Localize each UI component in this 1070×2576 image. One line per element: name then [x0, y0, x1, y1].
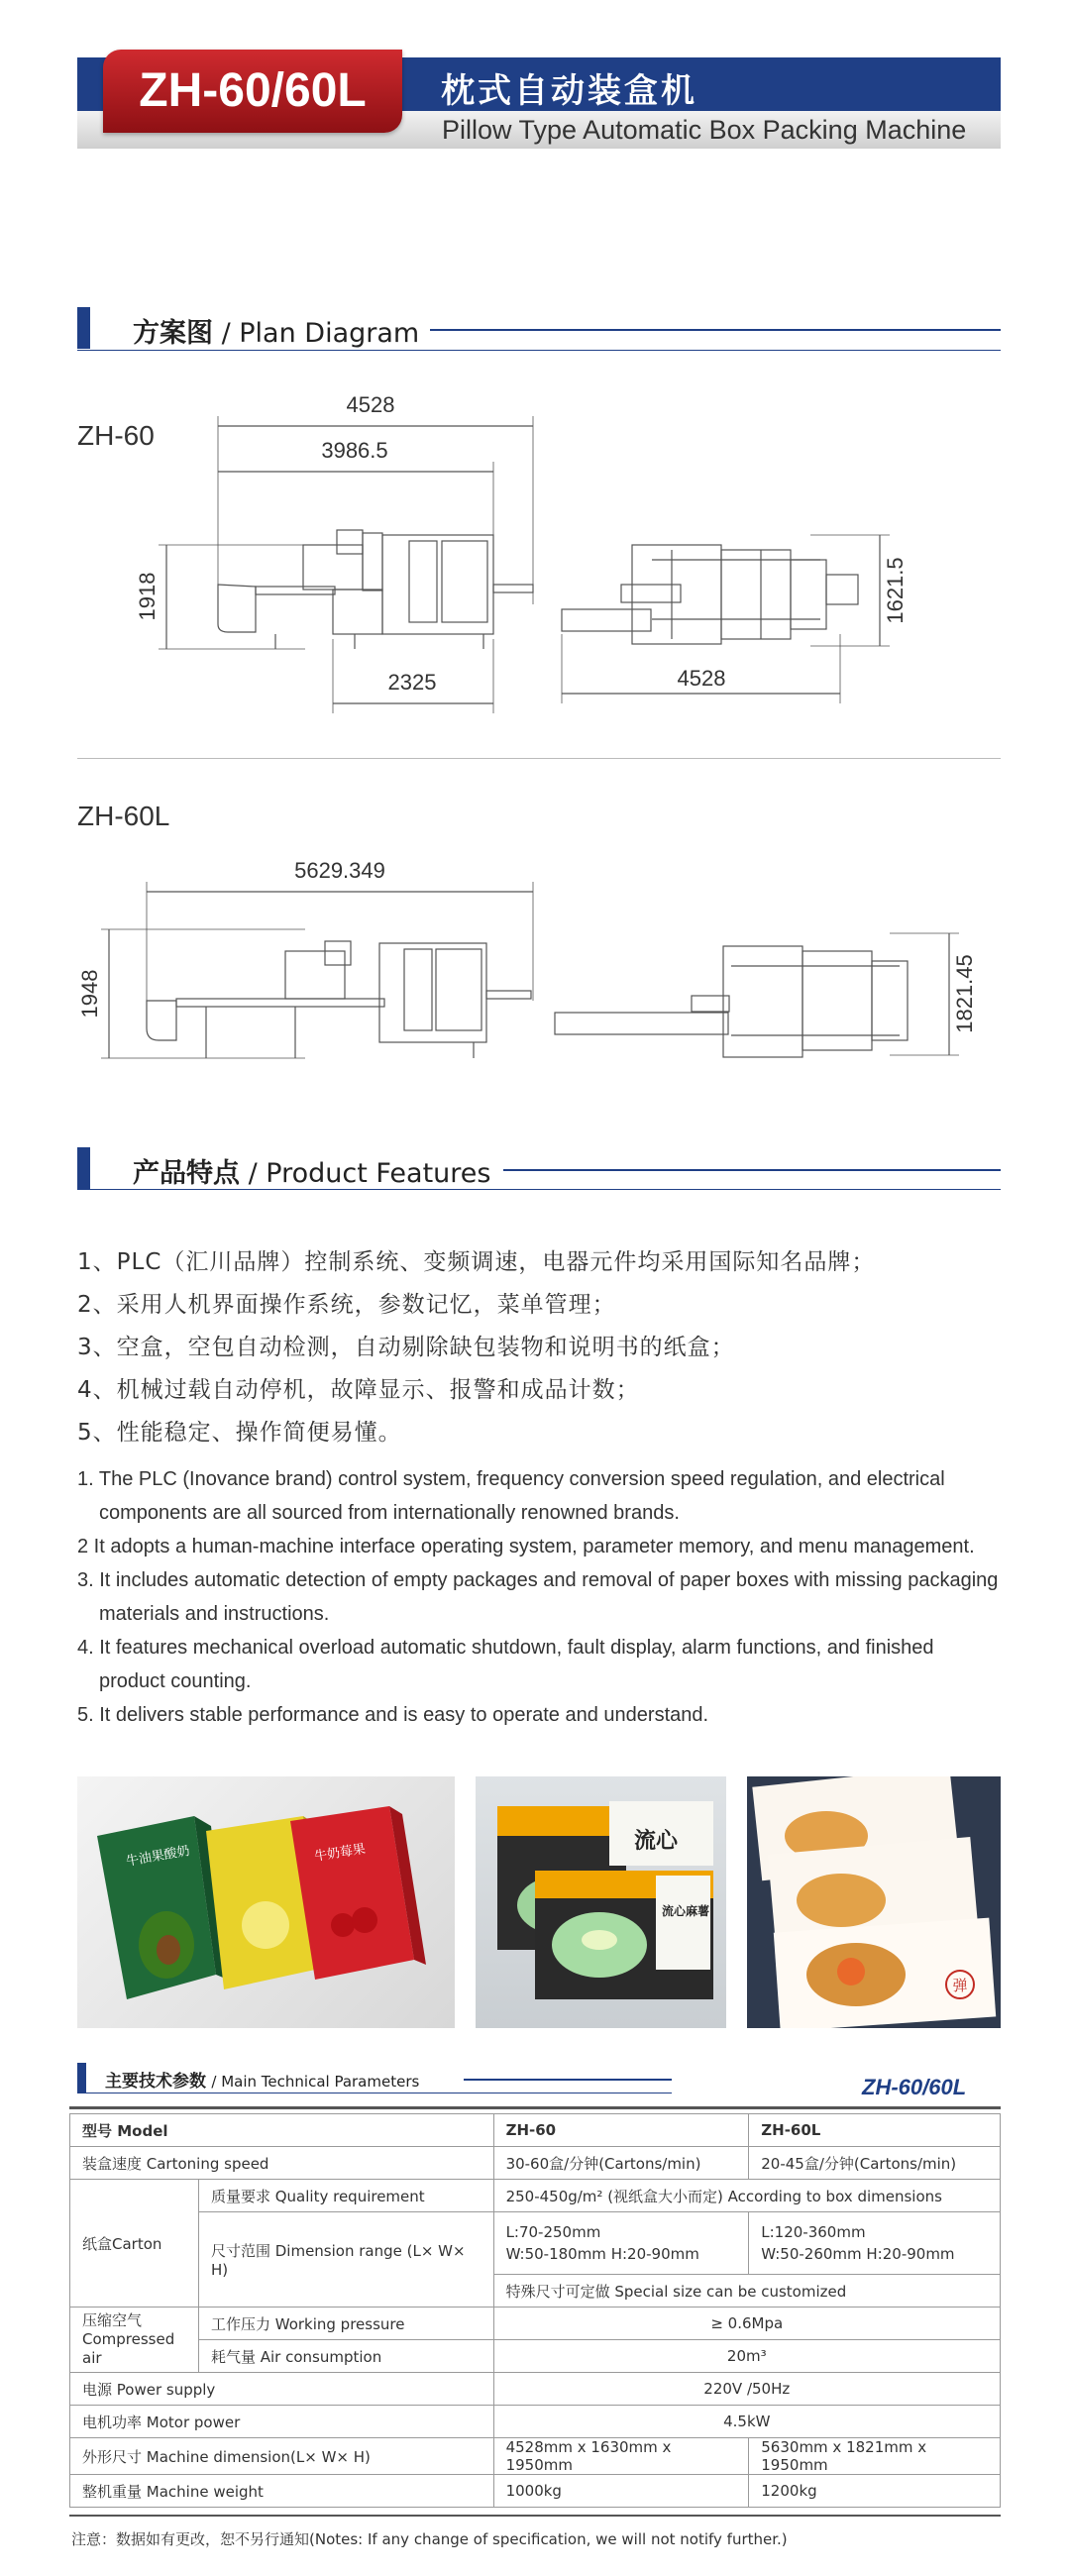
feature-en-3: 3. It includes automatic detection of empty packages and removal of paper boxes with missing packaging materials and instructions.: [77, 1569, 999, 1625]
section-marker: [77, 2063, 86, 2093]
speed-label: 装盒速度 Cartoning speed: [70, 2147, 494, 2180]
dim-top-total: 5629.349: [294, 858, 385, 883]
product-photo-mochi: [476, 1776, 726, 2028]
feature-en-4: 4. It features mechanical overload automatic shutdown, fault display, alarm functions, and finished product counting.: [77, 1637, 934, 1692]
dim-zh60-line2: W:50-180mm H:20-90mm: [505, 2245, 699, 2263]
section-marker: [77, 1147, 90, 1189]
section-marker: [77, 307, 90, 349]
feature-en-1: 1. The PLC (Inovance brand) control system, frequency conversion speed regulation, and electrical components are all sourced from internationally renowned brands.: [77, 1468, 945, 1524]
mochi-label-1: 流心: [634, 1828, 679, 1853]
plan-title-cn: 方案图: [133, 318, 213, 349]
feature-en-2: 2 It adopts a human-machine interface operating system, parameter memory, and menu management.: [77, 1536, 975, 1557]
box3-label: 牛奶莓果: [313, 1841, 367, 1864]
dim-zh60l-line2: W:50-260mm H:20-90mm: [761, 2245, 955, 2263]
features-en-list: [77, 1462, 1004, 1732]
table-row: [70, 2308, 1001, 2340]
feature-cn-4: 4、机械过载自动停机，故障显示、报警和成品计数；: [77, 1377, 640, 1403]
dim-bottom-left: 2325: [387, 670, 437, 695]
motor-value: 4.5kW: [493, 2406, 1000, 2438]
dim-right-height: 1621.5: [883, 557, 908, 624]
dim-left-height: 1918: [135, 572, 160, 621]
section-underline: [77, 1189, 1001, 1190]
dim-left-height: 1948: [77, 969, 102, 1019]
section-rule: [464, 2079, 672, 2081]
table-top-rule: [69, 2106, 1001, 2109]
consumption-label: 耗气量 Air consumption: [198, 2340, 493, 2373]
air-label-en: Compressed air: [82, 2330, 175, 2367]
head-model: 型号 Model: [70, 2114, 494, 2147]
quality-value: 250-450g/m² (视纸盒大小而定) According to box dimensions: [493, 2180, 1000, 2212]
params-model-tag: ZH-60/60L: [862, 2075, 967, 2099]
dim-range-zh60l: [749, 2212, 1001, 2275]
motor-label: 电机功率 Motor power: [70, 2406, 494, 2438]
params-title-cn: 主要技术参数: [105, 2072, 206, 2092]
air-label: [70, 2308, 199, 2373]
tart-seal: 弹: [952, 1978, 968, 1994]
dim-top-total: 4528: [346, 392, 395, 417]
feature-cn-2: 2、采用人机界面操作系统，参数记忆，菜单管理；: [77, 1292, 616, 1318]
title-en: Pillow Type Automatic Box Packing Machine: [442, 115, 967, 145]
weight-zh60l: 1200kg: [749, 2475, 1001, 2508]
carton-label: 纸盒Carton: [70, 2180, 199, 2308]
plan-section-title: [133, 311, 419, 350]
dim-zh60-line1: L:70-250mm: [505, 2223, 601, 2241]
head-zh60l: ZH-60L: [749, 2114, 1001, 2147]
section-rule: [430, 329, 1001, 331]
feature-cn-3: 3、空盒，空包自动检测，自动剔除缺包装物和说明书的纸盒；: [77, 1335, 735, 1360]
box1-label: 牛油果酸奶: [124, 1842, 191, 1869]
features-section-title: [133, 1151, 490, 1190]
table-row: [70, 2114, 1001, 2147]
dim-range-label: 尺寸范围 Dimension range (L× W× H): [198, 2212, 493, 2308]
table-row: [70, 2147, 1001, 2180]
features-title-cn: 产品特点: [133, 1158, 240, 1189]
table-row: [70, 2373, 1001, 2406]
title-cn: 枕式自动装盒机: [441, 71, 697, 111]
machine-dim-zh60: 4528mm x 1630mm x 1950mm: [493, 2438, 749, 2475]
weight-zh60: 1000kg: [493, 2475, 749, 2508]
power-value: 220V /50Hz: [493, 2373, 1000, 2406]
juice-boxes-image: [77, 1776, 455, 2028]
pressure-label: 工作压力 Working pressure: [198, 2308, 493, 2340]
feature-cn-1: 1、PLC（汇川品牌）控制系统、变频调速，电器元件均采用国际知名品牌；: [77, 1249, 876, 1275]
mochi-boxes-image: [476, 1776, 726, 2028]
dim-right-height: 1821.45: [952, 954, 977, 1033]
features-title-en: / Product Features: [248, 1158, 491, 1189]
table-row: [70, 2406, 1001, 2438]
machine-dim-zh60l: 5630mm x 1821mm x 1950mm: [749, 2438, 1001, 2475]
feature-cn-5: 5、性能稳定、操作简便易懂。: [77, 1420, 402, 1446]
weight-label: 整机重量 Machine weight: [70, 2475, 494, 2508]
mochi-label-2: 流心麻薯: [662, 1904, 710, 1918]
speed-zh60: 30-60盒/分钟(Cartons/min): [493, 2147, 749, 2180]
header-banner: [77, 50, 1001, 155]
consumption-value: 20m³: [493, 2340, 1000, 2373]
egg-tart-boxes-image: [747, 1776, 1001, 2028]
table-row: [70, 2438, 1001, 2475]
power-label: 电源 Power supply: [70, 2373, 494, 2406]
footnote: 注意：数据如有更改，恕不另行通知(Notes: If any change of specification, we will not notify further.): [71, 2530, 788, 2548]
zh60-label: ZH-60: [77, 420, 155, 451]
table-row: [70, 2340, 1001, 2373]
section-underline: [77, 350, 1001, 351]
pressure-value: ≥ 0.6Mpa: [493, 2308, 1000, 2340]
divider: [77, 758, 1001, 759]
dim-top-inner: 3986.5: [321, 438, 388, 463]
params-section-title: [105, 2067, 419, 2092]
table-row: [70, 2180, 1001, 2212]
table-row: [70, 2475, 1001, 2508]
zh60l-diagram: [77, 852, 1001, 1080]
product-photo-boxes: [77, 1776, 455, 2028]
feature-en-5: 5. It delivers stable performance and is easy to operate and understand.: [77, 1704, 709, 1726]
air-label-cn: 压缩空气: [82, 2311, 143, 2329]
speed-zh60l: 20-45盒/分钟(Cartons/min): [749, 2147, 1001, 2180]
table-row: [70, 2212, 1001, 2275]
params-title-en: / Main Technical Parameters: [211, 2073, 420, 2091]
spec-table: [69, 2113, 1001, 2508]
section-rule: [503, 1169, 1001, 1171]
dim-range-zh60: [493, 2212, 749, 2275]
special-size: 特殊尺寸可定做 Special size can be customized: [493, 2275, 1000, 2308]
machine-dim-label: 外形尺寸 Machine dimension(L× W× H): [70, 2438, 494, 2475]
dim-bottom-right: 4528: [677, 666, 726, 691]
zh60l-label: ZH-60L: [77, 801, 170, 831]
product-photo-tarts: [747, 1776, 1001, 2028]
head-zh60: ZH-60: [493, 2114, 749, 2147]
plan-title-en: / Plan Diagram: [221, 318, 420, 349]
dim-zh60l-line1: L:120-360mm: [761, 2223, 866, 2241]
model-badge: ZH-60/60L: [103, 50, 402, 133]
quality-label: 质量要求 Quality requirement: [198, 2180, 493, 2212]
zh60-diagram: [77, 386, 1001, 723]
table-bottom-rule: [69, 2515, 1001, 2517]
